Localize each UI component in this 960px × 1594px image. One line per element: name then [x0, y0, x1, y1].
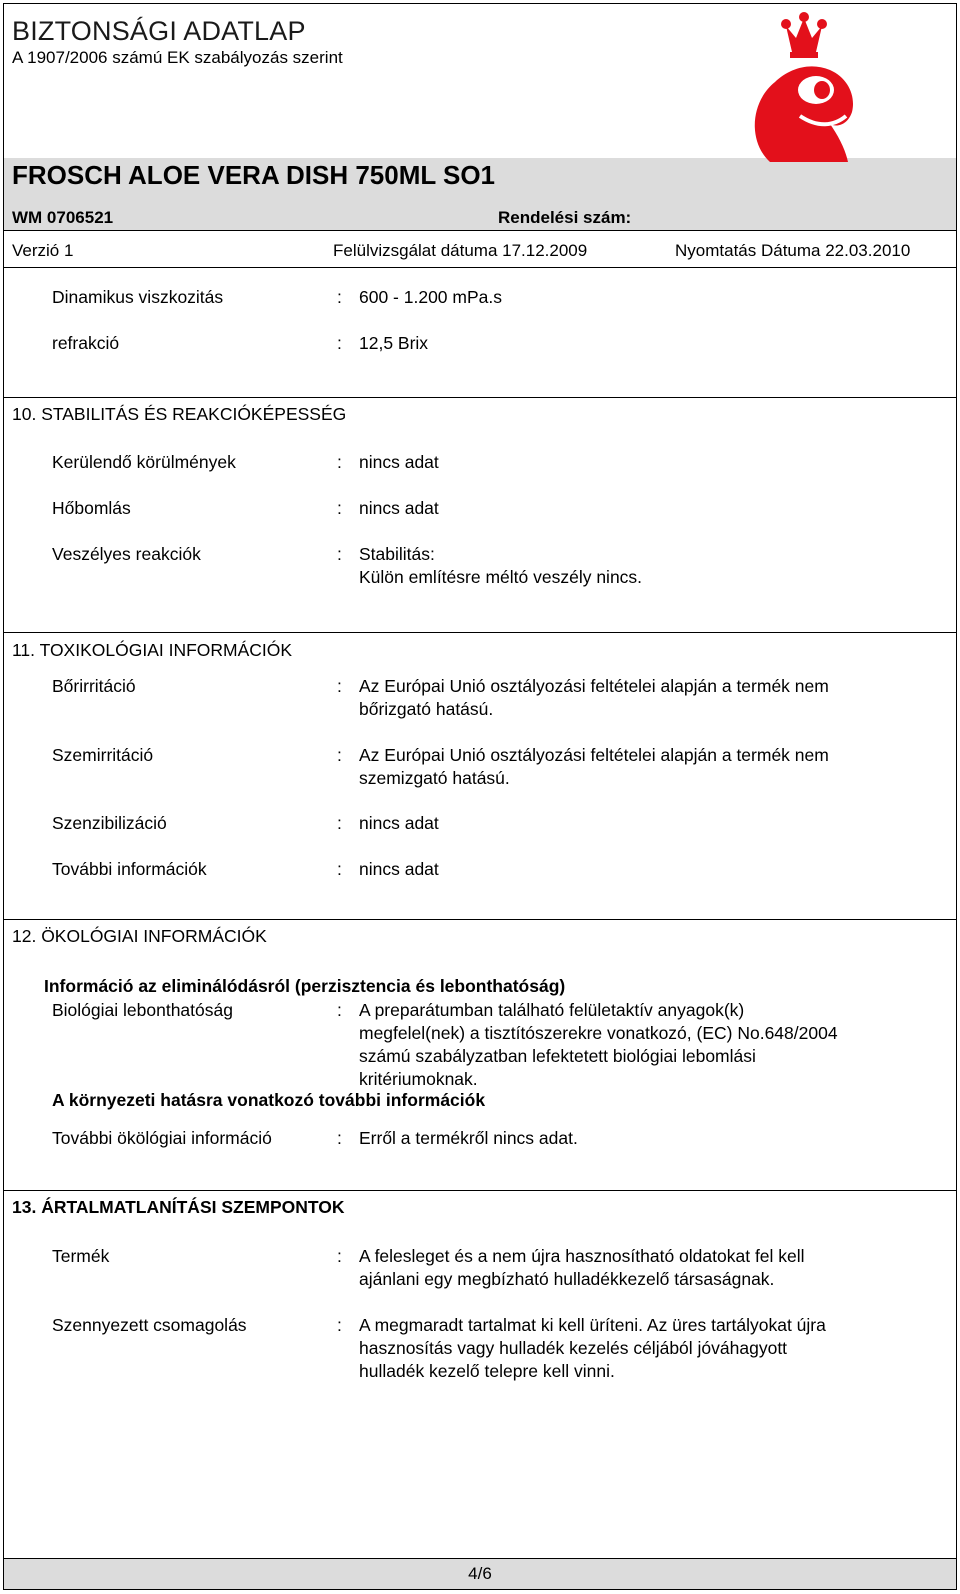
document-subtitle: A 1907/2006 számú EK szabályozás szerint	[12, 48, 343, 67]
row-label: Hőbomlás	[52, 498, 131, 518]
colon: :	[337, 452, 342, 472]
print-date: Nyomtatás Dátuma 22.03.2010	[675, 241, 911, 260]
page-number: 4/6	[468, 1564, 492, 1583]
refraction-value: 12,5 Brix	[359, 333, 429, 353]
row-value-line: számú szabályzatban lefektetett biológiai lebomlási	[359, 1046, 756, 1066]
colon: :	[337, 498, 342, 518]
row-value: nincs adat	[359, 498, 439, 518]
section-divider	[4, 1190, 956, 1191]
colon: :	[337, 813, 342, 833]
elimination-subheading: Információ az eliminálódásról (perzisztencia és lebonthatóság)	[44, 976, 566, 996]
section-12-title: 12. ÖKOLÓGIAI INFORMÁCIÓK	[12, 926, 267, 946]
row-value: Erről a termékről nincs adat.	[359, 1128, 578, 1148]
row-value-line: kritériumoknak.	[359, 1069, 478, 1089]
row-value: nincs adat	[359, 859, 439, 879]
row-value: nincs adat	[359, 813, 439, 833]
document-title: BIZTONSÁGI ADATLAP	[12, 16, 306, 46]
revision-date: Felülvizsgálat dátuma 17.12.2009	[333, 241, 588, 260]
section-divider	[4, 632, 956, 633]
row-value-line: Külön említésre méltó veszély nincs.	[359, 567, 643, 587]
environment-subheading: A környezeti hatásra vonatkozó további információk	[52, 1090, 486, 1110]
row-value-line: hasznosítás vagy hulladék kezelés céljából jóváhagyott	[359, 1338, 788, 1358]
viscosity-label: Dinamikus viszkozitás	[52, 287, 224, 307]
row-value	[359, 675, 919, 721]
section-10-title: 10. STABILITÁS ÉS REAKCIÓKÉPESSÉG	[12, 404, 347, 424]
row-value	[359, 1314, 919, 1383]
document-header	[4, 4, 956, 268]
row-value-line: ajánlani egy megbízható hulladékkezelő társaságnak.	[359, 1269, 775, 1289]
row-value-line: A preparátumban található felületaktív anyagok(k)	[359, 1000, 745, 1020]
section-divider	[4, 397, 956, 398]
row-label: Bőrirritáció	[52, 676, 136, 696]
row-value: nincs adat	[359, 452, 439, 472]
product-name: FROSCH ALOE VERA DISH 750ML SO1	[12, 160, 496, 190]
row-label: Veszélyes reakciók	[52, 544, 201, 564]
section-divider	[4, 919, 956, 920]
row-value-line: szemizgató hatású.	[359, 768, 510, 788]
refraction-label: refrakció	[52, 333, 120, 353]
row-value-line: A felesleget és a nem újra hasznosítható oldatokat fel kell	[359, 1246, 805, 1266]
colon: :	[337, 745, 342, 765]
row-value-line: A megmaradt tartalmat ki kell üríteni. Az üres tartályokat újra	[359, 1315, 826, 1335]
colon: :	[337, 1128, 342, 1148]
row-label: További információk	[52, 859, 207, 879]
version-row	[4, 230, 956, 268]
colon: :	[337, 676, 342, 696]
wm-number: WM 0706521	[12, 208, 114, 227]
colon: :	[337, 1000, 342, 1020]
row-value-line: hulladék kezelő telepre kell vinni.	[359, 1361, 615, 1381]
row-value	[359, 1245, 919, 1291]
row-label: Kerülendő körülmények	[52, 452, 236, 472]
row-value-line: Az Európai Unió osztályozási feltételei alapján a termék nem	[359, 676, 829, 696]
version: Verzió 1	[12, 241, 74, 260]
section-13-title: 13. ÁRTALMATLANÍTÁSI SZEMPONTOK	[12, 1197, 345, 1217]
row-label: További ökölógiai információ	[52, 1128, 272, 1148]
page-footer	[4, 1558, 956, 1589]
frog-logo-icon	[730, 12, 860, 162]
viscosity-value: 600 - 1.200 mPa.s	[359, 287, 502, 307]
row-label: Szenzibilizáció	[52, 813, 167, 833]
row-label: Termék	[52, 1246, 110, 1266]
order-number-label: Rendelési szám:	[498, 208, 632, 227]
colon: :	[337, 287, 342, 307]
colon: :	[337, 544, 342, 564]
row-value	[359, 543, 919, 589]
colon: :	[337, 1246, 342, 1266]
row-value	[359, 999, 919, 1091]
row-label: Szemirritáció	[52, 745, 154, 765]
row-label: Biológiai lebonthatóság	[52, 1000, 233, 1020]
row-value-line: Stabilitás:	[359, 544, 435, 564]
section-11-title: 11. TOXIKOLÓGIAI INFORMÁCIÓK	[12, 640, 293, 660]
row-value-line: megfelel(nek) a tisztítószerekre vonatkozó, (EC) No.648/2004	[359, 1023, 838, 1043]
row-label: Szennyezett csomagolás	[52, 1315, 247, 1335]
row-value-line: Az Európai Unió osztályozási feltételei alapján a termék nem	[359, 745, 829, 765]
colon: :	[337, 333, 342, 353]
row-value-line: bőrizgató hatású.	[359, 699, 494, 719]
colon: :	[337, 1315, 342, 1335]
colon: :	[337, 859, 342, 879]
row-value	[359, 744, 919, 790]
page	[3, 3, 957, 1590]
